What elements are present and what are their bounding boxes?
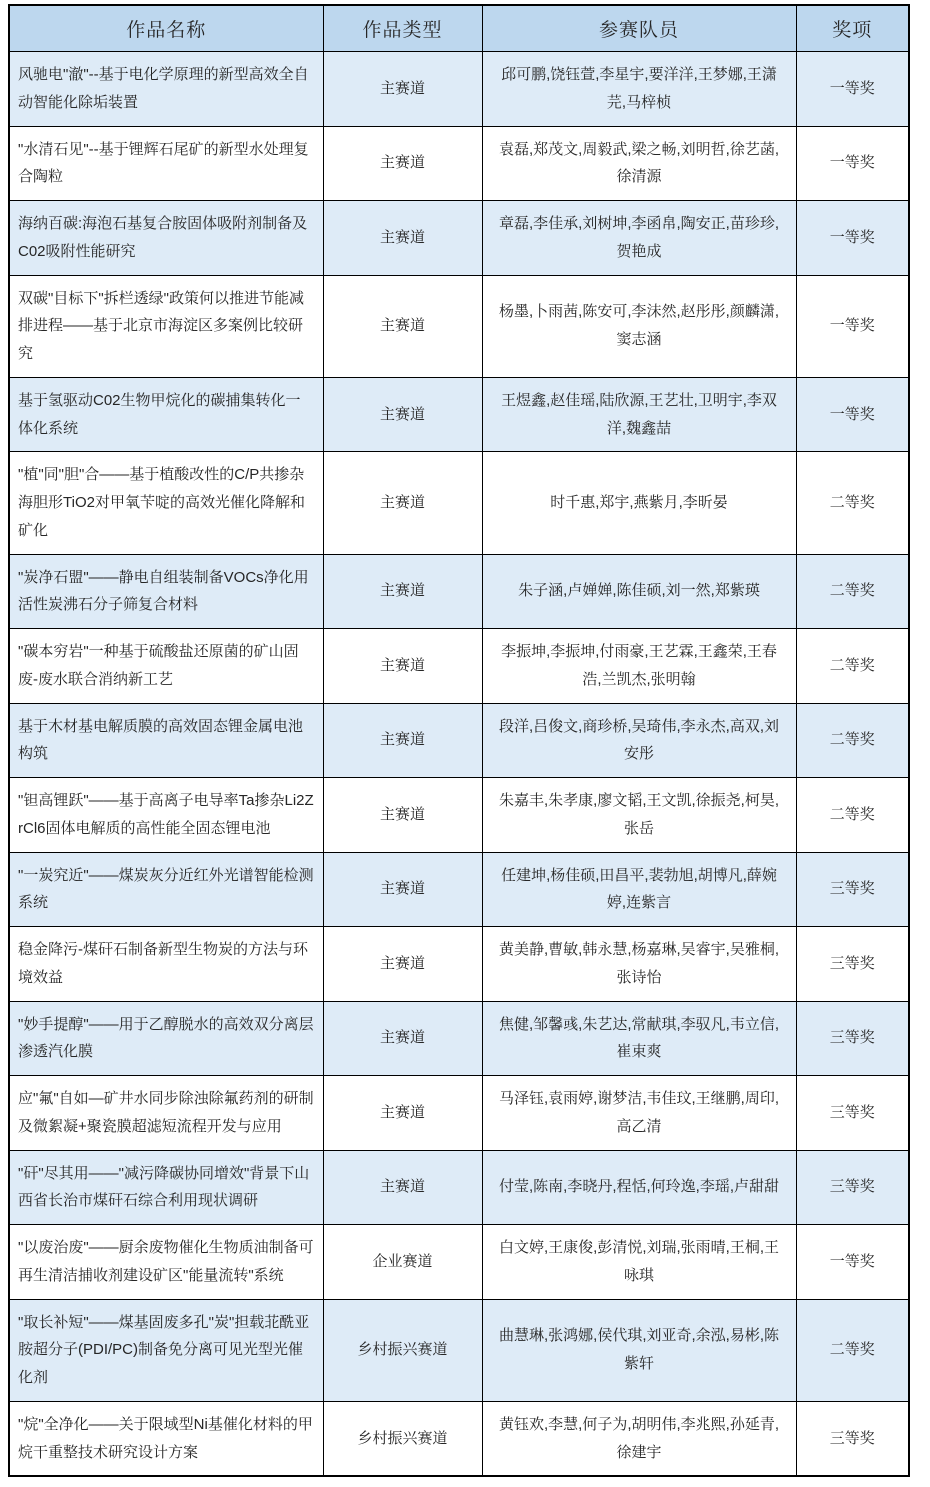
work-type-cell: 主赛道 bbox=[323, 927, 482, 1002]
members-cell: 朱嘉丰,朱孝康,廖文韬,王文凯,徐振尧,柯昊,张岳 bbox=[482, 778, 796, 853]
table-row bbox=[9, 1401, 909, 1476]
award-cell: 二等奖 bbox=[796, 778, 909, 853]
work-type-cell: 主赛道 bbox=[323, 1150, 482, 1225]
award-cell: 三等奖 bbox=[796, 1150, 909, 1225]
work-type-cell: 主赛道 bbox=[323, 778, 482, 853]
work-name-cell: 稳金降污-煤矸石制备新型生物炭的方法与环境效益 bbox=[9, 927, 323, 1002]
table-row bbox=[9, 126, 909, 201]
table-row bbox=[9, 1299, 909, 1401]
award-cell: 二等奖 bbox=[796, 1299, 909, 1401]
table-row bbox=[9, 1076, 909, 1151]
table-row bbox=[9, 1150, 909, 1225]
work-name-cell: 应"氟"自如—矿井水同步除浊除氟药剂的研制及微絮凝+聚瓷膜超滤短流程开发与应用 bbox=[9, 1076, 323, 1151]
members-cell: 白文婷,王康俊,彭清悦,刘瑞,张雨晴,王桐,王咏琪 bbox=[482, 1225, 796, 1300]
work-name-cell: "一炭究近"——煤炭灰分近红外光谱智能检测系统 bbox=[9, 852, 323, 927]
work-name-cell: "矸"尽其用——"减污降碳协同增效"背景下山西省长治市煤矸石综合利用现状调研 bbox=[9, 1150, 323, 1225]
award-cell: 一等奖 bbox=[796, 377, 909, 452]
award-cell: 二等奖 bbox=[796, 703, 909, 778]
members-cell: 王煜鑫,赵佳瑶,陆欣源,王艺壮,卫明宇,李双洋,魏鑫喆 bbox=[482, 377, 796, 452]
members-cell: 马泽钰,袁雨婷,谢梦洁,韦佳玟,王继鹏,周印,高乙清 bbox=[482, 1076, 796, 1151]
column-header-members: 参赛队员 bbox=[482, 5, 796, 52]
award-cell: 三等奖 bbox=[796, 927, 909, 1002]
members-cell: 黄美静,曹敏,韩永慧,杨嘉琳,吴睿宇,吴雅桐,张诗怡 bbox=[482, 927, 796, 1002]
table-header bbox=[9, 5, 909, 52]
members-cell: 章磊,李佳承,刘树坤,李函帛,陶安正,苗珍珍,贺艳成 bbox=[482, 201, 796, 276]
work-name-cell: "妙手提醇"——用于乙醇脱水的高效双分离层渗透汽化膜 bbox=[9, 1001, 323, 1076]
members-cell: 杨墨,卜雨茜,陈安可,李沫然,赵彤彤,颜麟潇,窦志涵 bbox=[482, 275, 796, 377]
work-type-cell: 主赛道 bbox=[323, 554, 482, 629]
work-type-cell: 主赛道 bbox=[323, 377, 482, 452]
table-row bbox=[9, 703, 909, 778]
members-cell: 焦健,邹馨彧,朱艺达,常献琪,李驭凡,韦立信,崔束爽 bbox=[482, 1001, 796, 1076]
table-row bbox=[9, 554, 909, 629]
award-cell: 三等奖 bbox=[796, 852, 909, 927]
work-type-cell: 主赛道 bbox=[323, 201, 482, 276]
table-row bbox=[9, 452, 909, 554]
table-row bbox=[9, 1001, 909, 1076]
work-name-cell: 双碳"目标下"拆栏透绿"政策何以推进节能减排进程——基于北京市海淀区多案例比较研究 bbox=[9, 275, 323, 377]
work-name-cell: 基于木材基电解质膜的高效固态锂金属电池构筑 bbox=[9, 703, 323, 778]
table-row bbox=[9, 629, 909, 704]
column-header-award: 奖项 bbox=[796, 5, 909, 52]
table-row bbox=[9, 201, 909, 276]
table-row bbox=[9, 852, 909, 927]
work-name-cell: "以废治废"——厨余废物催化生物质油制备可再生清洁捕收剂建设矿区"能量流转"系统 bbox=[9, 1225, 323, 1300]
award-cell: 三等奖 bbox=[796, 1076, 909, 1151]
work-name-cell: 风驰电"澈"--基于电化学原理的新型高效全自动智能化除垢装置 bbox=[9, 52, 323, 127]
work-name-cell: 海纳百碳:海泡石基复合胺固体吸附剂制备及C02吸附性能研究 bbox=[9, 201, 323, 276]
members-cell: 段洋,吕俊文,商珍桥,吴琦伟,李永杰,高双,刘安彤 bbox=[482, 703, 796, 778]
award-cell: 三等奖 bbox=[796, 1001, 909, 1076]
members-cell: 时千惠,郑宇,燕紫月,李昕晏 bbox=[482, 452, 796, 554]
work-type-cell: 主赛道 bbox=[323, 452, 482, 554]
table-row bbox=[9, 778, 909, 853]
awards-table bbox=[8, 4, 910, 1477]
work-type-cell: 主赛道 bbox=[323, 852, 482, 927]
award-cell: 一等奖 bbox=[796, 1225, 909, 1300]
award-cell: 一等奖 bbox=[796, 275, 909, 377]
award-cell: 一等奖 bbox=[796, 201, 909, 276]
work-name-cell: "植"同"胆"合——基于植酸改性的C/P共掺杂海胆形TiO2对甲氧苄啶的高效光催化降解和矿化 bbox=[9, 452, 323, 554]
members-cell: 任建坤,杨佳硕,田昌平,裴勃旭,胡博凡,薛婉婷,连紫言 bbox=[482, 852, 796, 927]
header-row bbox=[9, 5, 909, 52]
work-type-cell: 乡村振兴赛道 bbox=[323, 1299, 482, 1401]
members-cell: 黄钰欢,李慧,何子为,胡明伟,李兆熙,孙延青,徐建宇 bbox=[482, 1401, 796, 1476]
award-cell: 三等奖 bbox=[796, 1401, 909, 1476]
award-cell: 二等奖 bbox=[796, 554, 909, 629]
table-row bbox=[9, 52, 909, 127]
awards-table-body bbox=[9, 52, 909, 1477]
table-row bbox=[9, 377, 909, 452]
members-cell: 邱可鹏,饶钰萱,李星宇,要洋洋,王梦娜,王潇芫,马梓桢 bbox=[482, 52, 796, 127]
work-name-cell: "水清石见"--基于锂辉石尾矿的新型水处理复合陶粒 bbox=[9, 126, 323, 201]
work-name-cell: "钽高锂跃"——基于高离子电导率Ta掺杂Li2ZrCl6固体电解质的高性能全固态锂电池 bbox=[9, 778, 323, 853]
column-header-work-type: 作品类型 bbox=[323, 5, 482, 52]
award-cell: 二等奖 bbox=[796, 452, 909, 554]
award-cell: 一等奖 bbox=[796, 126, 909, 201]
table-row bbox=[9, 1225, 909, 1300]
table-row bbox=[9, 275, 909, 377]
work-type-cell: 乡村振兴赛道 bbox=[323, 1401, 482, 1476]
members-cell: 曲慧琳,张鸿娜,侯代琪,刘亚奇,余泓,易彬,陈紫轩 bbox=[482, 1299, 796, 1401]
award-cell: 二等奖 bbox=[796, 629, 909, 704]
column-header-work-name: 作品名称 bbox=[9, 5, 323, 52]
work-type-cell: 主赛道 bbox=[323, 1076, 482, 1151]
work-name-cell: "烷"全净化——关于限域型Ni基催化材料的甲烷干重整技术研究设计方案 bbox=[9, 1401, 323, 1476]
members-cell: 李振坤,李振坤,付雨豪,王艺霖,王鑫荣,王春浩,兰凯杰,张明翰 bbox=[482, 629, 796, 704]
work-type-cell: 主赛道 bbox=[323, 629, 482, 704]
work-name-cell: "炭净石盟"——静电自组装制备VOCs净化用活性炭沸石分子筛复合材料 bbox=[9, 554, 323, 629]
work-type-cell: 主赛道 bbox=[323, 1001, 482, 1076]
work-type-cell: 主赛道 bbox=[323, 126, 482, 201]
award-cell: 一等奖 bbox=[796, 52, 909, 127]
work-name-cell: 基于氢驱动C02生物甲烷化的碳捕集转化一体化系统 bbox=[9, 377, 323, 452]
work-type-cell: 企业赛道 bbox=[323, 1225, 482, 1300]
members-cell: 付莹,陈南,李晓丹,程恬,何玲逸,李瑶,卢甜甜 bbox=[482, 1150, 796, 1225]
members-cell: 袁磊,郑茂文,周毅武,梁之畅,刘明哲,徐艺菡,徐清源 bbox=[482, 126, 796, 201]
work-type-cell: 主赛道 bbox=[323, 703, 482, 778]
work-type-cell: 主赛道 bbox=[323, 52, 482, 127]
table-row bbox=[9, 927, 909, 1002]
work-name-cell: "碳本穷岩"一种基于硫酸盐还原菌的矿山固废-废水联合消纳新工艺 bbox=[9, 629, 323, 704]
work-type-cell: 主赛道 bbox=[323, 275, 482, 377]
members-cell: 朱子涵,卢婵婵,陈佳硕,刘一然,郑紫瑛 bbox=[482, 554, 796, 629]
work-name-cell: "取长补短"——煤基固废多孔"炭"担载苝酰亚胺超分子(PDI/PC)制备免分离可见光型光催化剂 bbox=[9, 1299, 323, 1401]
